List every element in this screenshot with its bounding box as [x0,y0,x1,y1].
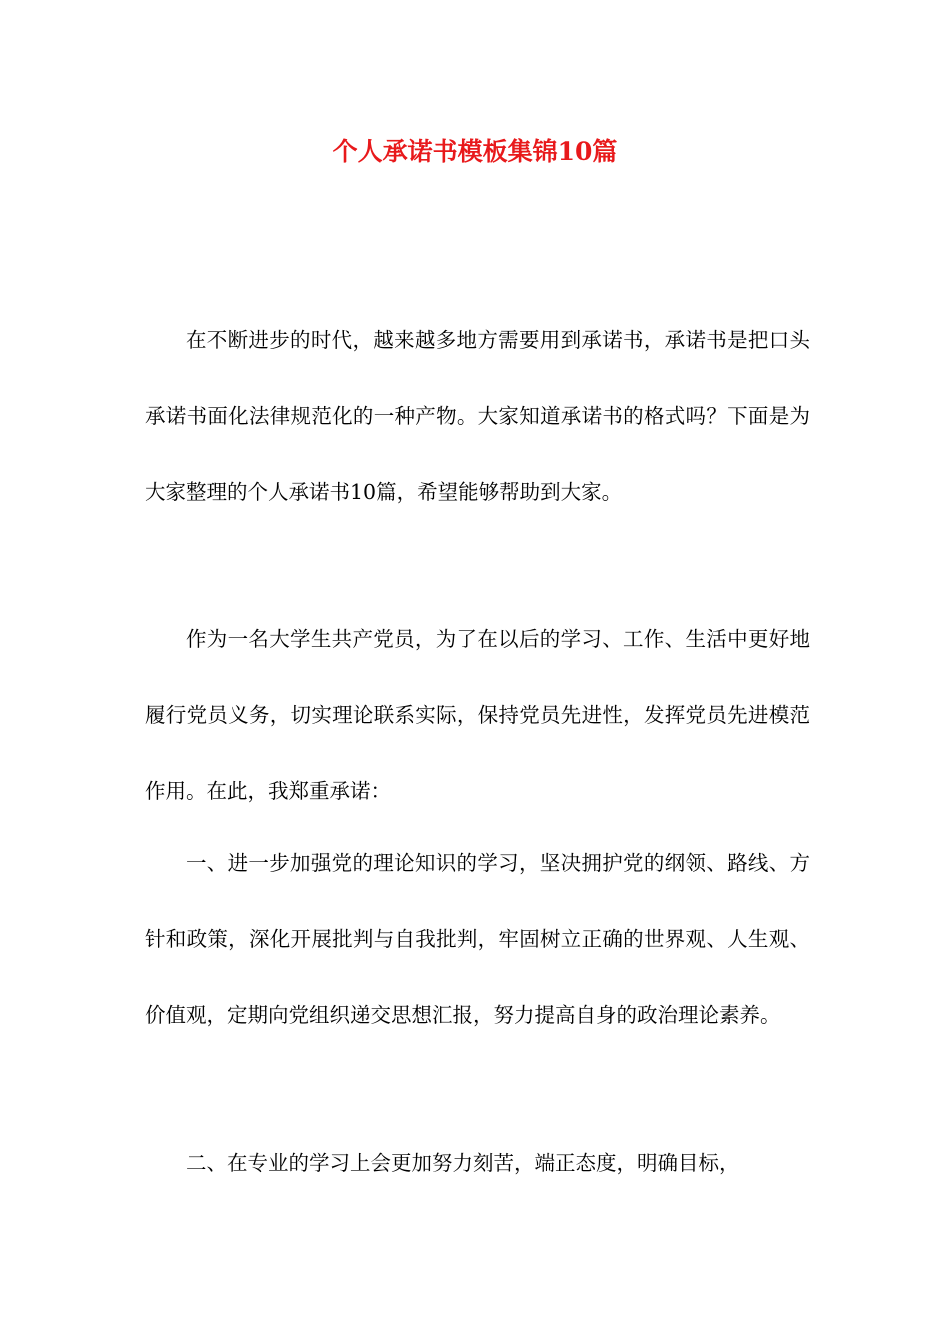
body-paragraph: 作为一名大学生共产党员，为了在以后的学习、工作、生活中更好地履行党员义务，切实理论联系实际，保持党员先进性，发挥党员先进模范作用。在此，我郑重承诺： [145,627,810,803]
pledge-item-1: 一、进一步加强党的理论知识的学习，坚决拥护党的纲领、路线、方针和政策，深化开展批判与自我批判，牢固树立正确的世界观、人生观、价值观，定期向党组织递交思想汇报，努力提高自身的政治理论素养。 [145,851,810,1027]
pledge-item-2: 二、在专业的学习上会更加努力刻苦，端正态度，明确目标， [186,1151,740,1175]
document-title: 个人承诺书模板集锦10篇 [332,137,618,166]
intro-paragraph: 在不断进步的时代，越来越多地方需要用到承诺书，承诺书是把口头承诺书面化法律规范化的一种产物。大家知道承诺书的格式吗？下面是为大家整理的个人承诺书10篇，希望能够帮助到大家。 [145,328,810,504]
